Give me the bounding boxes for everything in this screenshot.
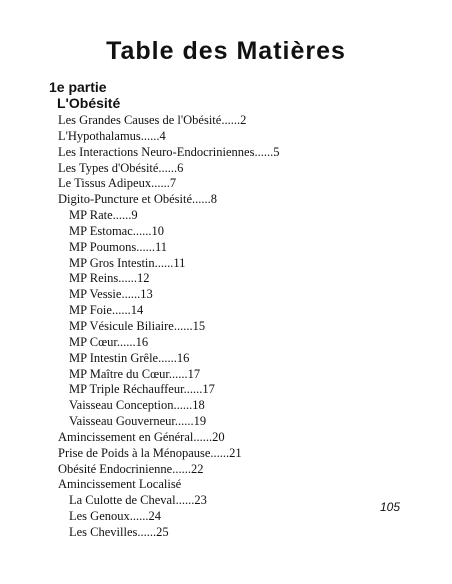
toc-entry: Amincissement Localisé — [58, 477, 182, 492]
toc-entry: Le Tissus Adipeux......7 — [58, 176, 177, 191]
table-of-contents — [0, 113, 279, 541]
toc-entry: Obésité Endocrinienne......22 — [58, 461, 204, 476]
toc-entry: Amincissement en Général......20 — [58, 429, 225, 444]
toc-entry: MP Maître du Cœur......17 — [69, 366, 201, 381]
toc-entry: MP Triple Réchauffeur......17 — [69, 382, 215, 397]
toc-entry: MP Intestin Grêle......16 — [69, 350, 190, 365]
toc-entry: Les Chevilles......25 — [69, 524, 169, 539]
toc-entry: MP Vessie......13 — [69, 287, 153, 302]
toc-entry: La Culotte de Cheval......23 — [69, 493, 207, 508]
page-number: 105 — [380, 500, 401, 514]
toc-entry: Vaisseau Gouverneur......19 — [69, 414, 207, 429]
part-title: L'Obésité — [57, 95, 121, 111]
toc-entry: Digito-Puncture et Obésité......8 — [58, 192, 217, 207]
toc-entry: L'Hypothalamus......4 — [58, 128, 166, 143]
toc-entry: Vaisseau Conception......18 — [69, 398, 205, 413]
toc-entry: MP Vésicule Biliaire......15 — [69, 318, 206, 333]
toc-entry: MP Gros Intestin......11 — [69, 255, 186, 270]
toc-entry: Les Genoux......24 — [69, 509, 161, 524]
toc-entry: MP Estomac......10 — [69, 223, 165, 238]
toc-entry: MP Poumons......11 — [69, 239, 168, 254]
part-label: 1e partie — [49, 79, 107, 95]
toc-entry: MP Rate......9 — [69, 208, 138, 223]
toc-entry: MP Reins......12 — [69, 271, 150, 286]
toc-entry: Les Types d'Obésité......6 — [58, 160, 184, 175]
toc-entry: MP Cœur......16 — [69, 334, 149, 349]
toc-entry: MP Foie......14 — [69, 303, 144, 318]
page-title: Table des Matières — [106, 36, 346, 65]
toc-entry: Prise de Poids à la Ménopause......21 — [58, 445, 242, 460]
toc-entry: Les Interactions Neuro-Endocriniennes......5 — [58, 144, 280, 159]
toc-entry: Les Grandes Causes de l'Obésité......2 — [58, 113, 247, 127]
